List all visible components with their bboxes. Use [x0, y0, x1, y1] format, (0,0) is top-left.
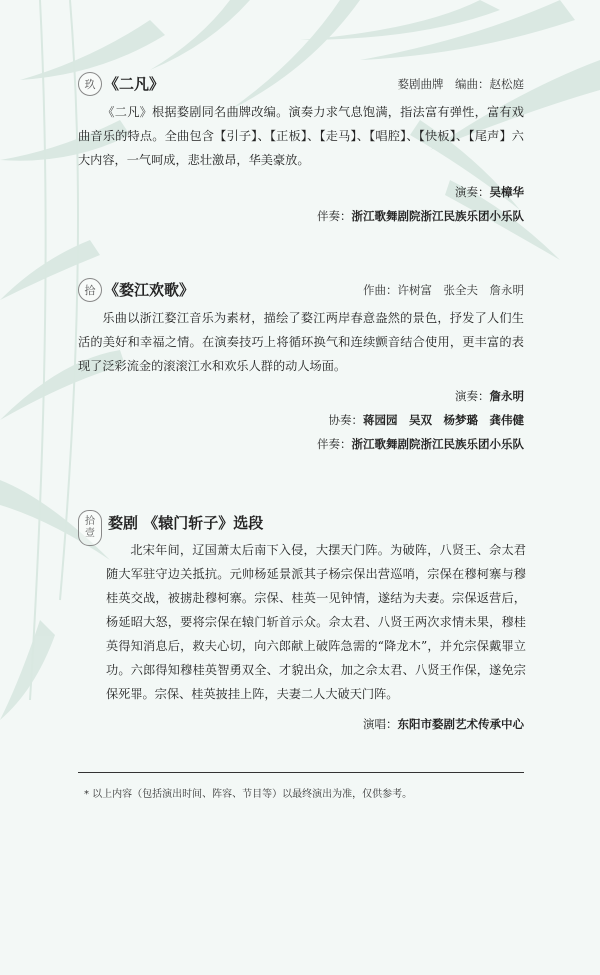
- program-title: 《二凡》: [104, 75, 165, 93]
- credit-accompaniment: 伴奏：浙江歌舞剧院浙江民族乐团小乐队: [317, 437, 524, 451]
- program-description: 《二凡》根据婺剧同名曲牌改编。演奏力求气息饱满，指法富有弹性，富有戏曲音乐的特点。全曲包含【引子】、【正板】、【走马】、【唱腔】、【快板】、【尾声】六大内容，一气呵成，悲壮激昂，华美豪放。: [78, 105, 524, 167]
- footnote-divider: [78, 772, 524, 773]
- credit-performer: 演奏：詹永明: [455, 389, 524, 403]
- program-meta: 婺剧曲牌 编曲：赵松庭: [397, 77, 524, 91]
- number-badge: 玖: [78, 72, 102, 96]
- credit-co-performers: 协奏：蒋园园 吴双 杨梦璐 龚伟健: [328, 413, 524, 427]
- program-title: 婺剧 《辕门斩子》选段: [108, 514, 264, 532]
- credit-performer: 演唱：东阳市婺剧艺术传承中心: [363, 717, 524, 731]
- program-meta: 作曲：许树富 张全夫 詹永明: [363, 283, 524, 297]
- number-badge: 拾 壹: [78, 510, 102, 546]
- program-description: 北宋年间，辽国萧太后南下入侵，大摆天门阵。为破阵，八贤王、佘太君随大军驻守边关抵抗。元帅杨延景派其子杨宗保出营巡哨，宗保在穆柯寨与穆桂英交战，被掳赴穆柯寨。宗保、桂英一见钟情，遂结为夫妻。宗保返营后，杨延昭大怒，要将宗保在辕门斩首示众。佘太君、八贤王两次求情未果，穆桂英得知消息后，救夫心切，向六郎献上破阵急需的“降龙木”，并允宗保戴罪立功。六郎得知穆桂英智勇双全、才貌出众，加之佘太君、八贤王作保，遂免宗保死罪。宗保、桂英披挂上阵，夫妻二人大破天门阵。: [106, 543, 526, 701]
- program-description: 乐曲以浙江婺江音乐为素材，描绘了婺江两岸春意盎然的景色，抒发了人们生活的美好和幸福之情。在演奏技巧上将循环换气和连续颤音结合使用，更丰富的表现了泛彩流金的滚滚江水和欢乐人群的动人场面。: [78, 311, 524, 373]
- number-badge: 拾: [78, 278, 102, 302]
- credit-performer: 演奏：吴樟华: [455, 185, 524, 199]
- footnote: * 以上内容（包括演出时间、阵容、节目等）以最终演出为准，仅供参考。: [84, 789, 413, 800]
- credit-accompaniment: 伴奏：浙江歌舞剧院浙江民族乐团小乐队: [317, 209, 524, 223]
- program-title: 《婺江欢歌》: [104, 281, 195, 299]
